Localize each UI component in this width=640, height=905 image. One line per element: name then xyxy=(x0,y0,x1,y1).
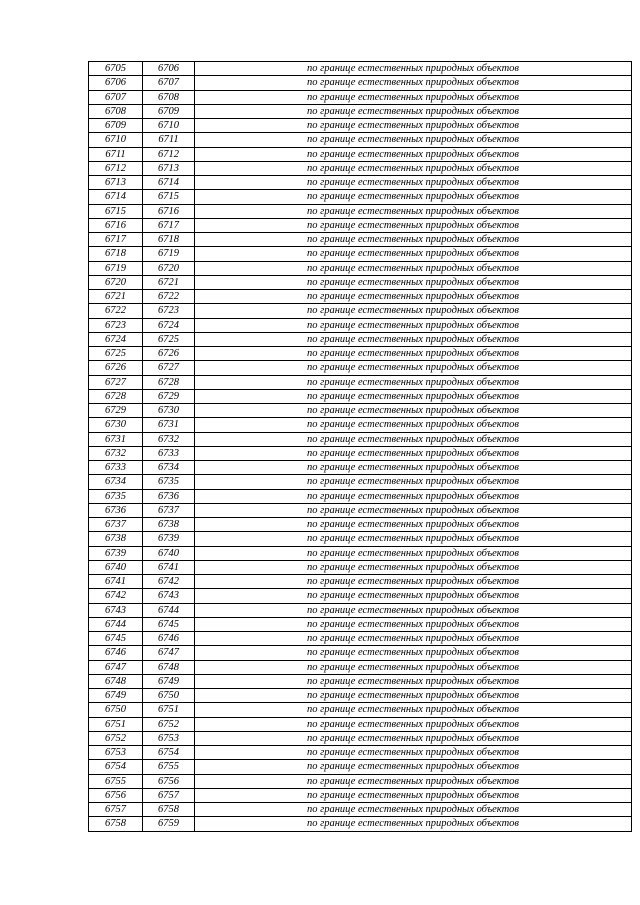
boundary-description-cell: по границе естественных природных объектов xyxy=(195,304,632,318)
point-to-cell: 6734 xyxy=(143,461,195,475)
table-row xyxy=(89,161,632,175)
table-row xyxy=(89,218,632,232)
point-from-cell: 6715 xyxy=(89,204,143,218)
point-from-cell: 6723 xyxy=(89,318,143,332)
boundary-description-cell: по границе естественных природных объектов xyxy=(195,176,632,190)
point-to-cell: 6737 xyxy=(143,503,195,517)
boundary-description-cell: по границе естественных природных объектов xyxy=(195,432,632,446)
point-to-cell: 6707 xyxy=(143,76,195,90)
point-from-cell: 6727 xyxy=(89,375,143,389)
boundary-description-cell: по границе естественных природных объектов xyxy=(195,731,632,745)
point-to-cell: 6759 xyxy=(143,817,195,831)
boundary-description-cell: по границе естественных природных объектов xyxy=(195,560,632,574)
point-to-cell: 6719 xyxy=(143,247,195,261)
point-from-cell: 6734 xyxy=(89,475,143,489)
boundary-description-cell: по границе естественных природных объектов xyxy=(195,290,632,304)
table-row xyxy=(89,703,632,717)
point-from-cell: 6740 xyxy=(89,560,143,574)
point-from-cell: 6712 xyxy=(89,161,143,175)
point-from-cell: 6718 xyxy=(89,247,143,261)
point-from-cell: 6707 xyxy=(89,90,143,104)
point-to-cell: 6715 xyxy=(143,190,195,204)
point-to-cell: 6740 xyxy=(143,546,195,560)
boundary-description-cell: по границе естественных природных объектов xyxy=(195,318,632,332)
point-from-cell: 6721 xyxy=(89,290,143,304)
boundary-description-cell: по границе естественных природных объектов xyxy=(195,119,632,133)
boundary-description-cell: по границе естественных природных объектов xyxy=(195,332,632,346)
boundary-description-cell: по границе естественных природных объектов xyxy=(195,204,632,218)
boundary-description-cell: по границе естественных природных объектов xyxy=(195,717,632,731)
point-from-cell: 6753 xyxy=(89,746,143,760)
boundary-description-cell: по границе естественных природных объектов xyxy=(195,90,632,104)
point-to-cell: 6713 xyxy=(143,161,195,175)
boundary-description-cell: по границе естественных природных объектов xyxy=(195,347,632,361)
point-to-cell: 6735 xyxy=(143,475,195,489)
point-to-cell: 6726 xyxy=(143,347,195,361)
boundary-description-cell: по границе естественных природных объектов xyxy=(195,361,632,375)
boundary-description-cell: по границе естественных природных объектов xyxy=(195,746,632,760)
point-to-cell: 6709 xyxy=(143,104,195,118)
point-from-cell: 6758 xyxy=(89,817,143,831)
point-to-cell: 6752 xyxy=(143,717,195,731)
table-row xyxy=(89,788,632,802)
point-from-cell: 6728 xyxy=(89,389,143,403)
table-row xyxy=(89,532,632,546)
point-to-cell: 6756 xyxy=(143,774,195,788)
point-from-cell: 6757 xyxy=(89,803,143,817)
point-from-cell: 6720 xyxy=(89,275,143,289)
boundary-table xyxy=(88,61,632,832)
table-row xyxy=(89,375,632,389)
boundary-description-cell: по границе естественных природных объектов xyxy=(195,190,632,204)
table-row xyxy=(89,275,632,289)
point-from-cell: 6719 xyxy=(89,261,143,275)
boundary-description-cell: по границе естественных природных объектов xyxy=(195,389,632,403)
table-row xyxy=(89,404,632,418)
table-row xyxy=(89,204,632,218)
boundary-description-cell: по границе естественных природных объектов xyxy=(195,703,632,717)
point-to-cell: 6731 xyxy=(143,418,195,432)
point-to-cell: 6710 xyxy=(143,119,195,133)
point-to-cell: 6754 xyxy=(143,746,195,760)
point-from-cell: 6748 xyxy=(89,674,143,688)
point-to-cell: 6748 xyxy=(143,660,195,674)
boundary-description-cell: по границе естественных природных объектов xyxy=(195,133,632,147)
table-body xyxy=(89,62,632,832)
point-to-cell: 6733 xyxy=(143,446,195,460)
point-from-cell: 6754 xyxy=(89,760,143,774)
point-from-cell: 6730 xyxy=(89,418,143,432)
point-from-cell: 6746 xyxy=(89,646,143,660)
point-from-cell: 6724 xyxy=(89,332,143,346)
point-from-cell: 6750 xyxy=(89,703,143,717)
point-to-cell: 6711 xyxy=(143,133,195,147)
table-row xyxy=(89,418,632,432)
point-to-cell: 6725 xyxy=(143,332,195,346)
boundary-description-cell: по границе естественных природных объектов xyxy=(195,603,632,617)
boundary-description-cell: по границе естественных природных объектов xyxy=(195,218,632,232)
point-to-cell: 6706 xyxy=(143,62,195,76)
point-to-cell: 6732 xyxy=(143,432,195,446)
point-to-cell: 6746 xyxy=(143,632,195,646)
table-row xyxy=(89,318,632,332)
point-to-cell: 6712 xyxy=(143,147,195,161)
table-row xyxy=(89,674,632,688)
table-row xyxy=(89,304,632,318)
table-row xyxy=(89,632,632,646)
table-row xyxy=(89,731,632,745)
table-row xyxy=(89,461,632,475)
table-row xyxy=(89,617,632,631)
point-from-cell: 6713 xyxy=(89,176,143,190)
point-from-cell: 6732 xyxy=(89,446,143,460)
point-from-cell: 6705 xyxy=(89,62,143,76)
boundary-description-cell: по границе естественных природных объектов xyxy=(195,275,632,289)
point-to-cell: 6753 xyxy=(143,731,195,745)
table-row xyxy=(89,119,632,133)
point-from-cell: 6717 xyxy=(89,233,143,247)
point-from-cell: 6711 xyxy=(89,147,143,161)
boundary-description-cell: по границе естественных природных объектов xyxy=(195,233,632,247)
point-from-cell: 6744 xyxy=(89,617,143,631)
boundary-description-cell: по границе естественных природных объектов xyxy=(195,803,632,817)
boundary-description-cell: по границе естественных природных объектов xyxy=(195,375,632,389)
point-to-cell: 6727 xyxy=(143,361,195,375)
point-from-cell: 6736 xyxy=(89,503,143,517)
table-row xyxy=(89,760,632,774)
point-from-cell: 6710 xyxy=(89,133,143,147)
point-to-cell: 6747 xyxy=(143,646,195,660)
point-to-cell: 6728 xyxy=(143,375,195,389)
point-from-cell: 6725 xyxy=(89,347,143,361)
point-to-cell: 6722 xyxy=(143,290,195,304)
boundary-description-cell: по границе естественных природных объектов xyxy=(195,518,632,532)
point-from-cell: 6756 xyxy=(89,788,143,802)
boundary-description-cell: по границе естественных природных объектов xyxy=(195,589,632,603)
table-row xyxy=(89,233,632,247)
boundary-description-cell: по границе естественных природных объектов xyxy=(195,404,632,418)
point-from-cell: 6745 xyxy=(89,632,143,646)
point-to-cell: 6720 xyxy=(143,261,195,275)
table-row xyxy=(89,546,632,560)
point-to-cell: 6755 xyxy=(143,760,195,774)
boundary-description-cell: по границе естественных природных объектов xyxy=(195,532,632,546)
point-from-cell: 6735 xyxy=(89,489,143,503)
table-row xyxy=(89,518,632,532)
point-to-cell: 6730 xyxy=(143,404,195,418)
point-from-cell: 6726 xyxy=(89,361,143,375)
point-to-cell: 6744 xyxy=(143,603,195,617)
point-from-cell: 6731 xyxy=(89,432,143,446)
table-row xyxy=(89,446,632,460)
point-to-cell: 6724 xyxy=(143,318,195,332)
boundary-description-cell: по границе естественных природных объектов xyxy=(195,546,632,560)
boundary-description-cell: по границе естественных природных объектов xyxy=(195,646,632,660)
point-from-cell: 6733 xyxy=(89,461,143,475)
table-row xyxy=(89,774,632,788)
table-row xyxy=(89,90,632,104)
table-row xyxy=(89,489,632,503)
table-row xyxy=(89,689,632,703)
point-to-cell: 6745 xyxy=(143,617,195,631)
table-row xyxy=(89,147,632,161)
table-row xyxy=(89,261,632,275)
point-from-cell: 6743 xyxy=(89,603,143,617)
table-row xyxy=(89,332,632,346)
point-to-cell: 6708 xyxy=(143,90,195,104)
point-to-cell: 6751 xyxy=(143,703,195,717)
boundary-description-cell: по границе естественных природных объектов xyxy=(195,674,632,688)
table-row xyxy=(89,603,632,617)
table-row xyxy=(89,361,632,375)
table-row xyxy=(89,76,632,90)
boundary-description-cell: по границе естественных природных объектов xyxy=(195,575,632,589)
boundary-description-cell: по границе естественных природных объектов xyxy=(195,788,632,802)
table-row xyxy=(89,803,632,817)
point-from-cell: 6755 xyxy=(89,774,143,788)
table-row xyxy=(89,717,632,731)
boundary-description-cell: по границе естественных природных объектов xyxy=(195,817,632,831)
table-row xyxy=(89,589,632,603)
table-row xyxy=(89,560,632,574)
point-to-cell: 6749 xyxy=(143,674,195,688)
point-to-cell: 6716 xyxy=(143,204,195,218)
boundary-description-cell: по границе естественных природных объектов xyxy=(195,461,632,475)
boundary-description-cell: по границе естественных природных объектов xyxy=(195,418,632,432)
point-to-cell: 6742 xyxy=(143,575,195,589)
point-from-cell: 6716 xyxy=(89,218,143,232)
point-to-cell: 6721 xyxy=(143,275,195,289)
table-row xyxy=(89,432,632,446)
point-from-cell: 6714 xyxy=(89,190,143,204)
table-row xyxy=(89,475,632,489)
point-from-cell: 6747 xyxy=(89,660,143,674)
boundary-description-cell: по границе естественных природных объектов xyxy=(195,446,632,460)
boundary-description-cell: по границе естественных природных объектов xyxy=(195,632,632,646)
point-from-cell: 6739 xyxy=(89,546,143,560)
table-row xyxy=(89,133,632,147)
point-to-cell: 6714 xyxy=(143,176,195,190)
point-from-cell: 6729 xyxy=(89,404,143,418)
point-to-cell: 6729 xyxy=(143,389,195,403)
point-to-cell: 6718 xyxy=(143,233,195,247)
table-row xyxy=(89,503,632,517)
point-to-cell: 6717 xyxy=(143,218,195,232)
point-from-cell: 6741 xyxy=(89,575,143,589)
boundary-description-cell: по границе естественных природных объектов xyxy=(195,760,632,774)
table-row xyxy=(89,62,632,76)
point-from-cell: 6749 xyxy=(89,689,143,703)
boundary-description-cell: по границе естественных природных объектов xyxy=(195,617,632,631)
boundary-description-cell: по границе естественных природных объектов xyxy=(195,62,632,76)
point-to-cell: 6758 xyxy=(143,803,195,817)
point-from-cell: 6752 xyxy=(89,731,143,745)
boundary-description-cell: по границе естественных природных объектов xyxy=(195,774,632,788)
point-from-cell: 6742 xyxy=(89,589,143,603)
point-to-cell: 6738 xyxy=(143,518,195,532)
boundary-description-cell: по границе естественных природных объектов xyxy=(195,76,632,90)
point-to-cell: 6743 xyxy=(143,589,195,603)
point-to-cell: 6736 xyxy=(143,489,195,503)
table-row xyxy=(89,660,632,674)
table-row xyxy=(89,347,632,361)
point-from-cell: 6738 xyxy=(89,532,143,546)
table-row xyxy=(89,176,632,190)
point-to-cell: 6757 xyxy=(143,788,195,802)
boundary-description-cell: по границе естественных природных объектов xyxy=(195,147,632,161)
table-row xyxy=(89,817,632,831)
point-to-cell: 6739 xyxy=(143,532,195,546)
table-row xyxy=(89,190,632,204)
table-row xyxy=(89,575,632,589)
table-row xyxy=(89,646,632,660)
point-to-cell: 6723 xyxy=(143,304,195,318)
boundary-description-cell: по границе естественных природных объектов xyxy=(195,489,632,503)
table-row xyxy=(89,247,632,261)
point-from-cell: 6706 xyxy=(89,76,143,90)
boundary-description-cell: по границе естественных природных объектов xyxy=(195,660,632,674)
point-from-cell: 6751 xyxy=(89,717,143,731)
boundary-description-cell: по границе естественных природных объектов xyxy=(195,261,632,275)
boundary-description-cell: по границе естественных природных объектов xyxy=(195,104,632,118)
point-to-cell: 6741 xyxy=(143,560,195,574)
boundary-description-cell: по границе естественных природных объектов xyxy=(195,247,632,261)
boundary-description-cell: по границе естественных природных объектов xyxy=(195,689,632,703)
table-row xyxy=(89,290,632,304)
point-to-cell: 6750 xyxy=(143,689,195,703)
point-from-cell: 6709 xyxy=(89,119,143,133)
point-from-cell: 6722 xyxy=(89,304,143,318)
boundary-description-cell: по границе естественных природных объектов xyxy=(195,503,632,517)
table-row xyxy=(89,389,632,403)
table-row xyxy=(89,746,632,760)
boundary-description-cell: по границе естественных природных объектов xyxy=(195,161,632,175)
point-from-cell: 6708 xyxy=(89,104,143,118)
point-from-cell: 6737 xyxy=(89,518,143,532)
boundary-description-cell: по границе естественных природных объектов xyxy=(195,475,632,489)
table-row xyxy=(89,104,632,118)
